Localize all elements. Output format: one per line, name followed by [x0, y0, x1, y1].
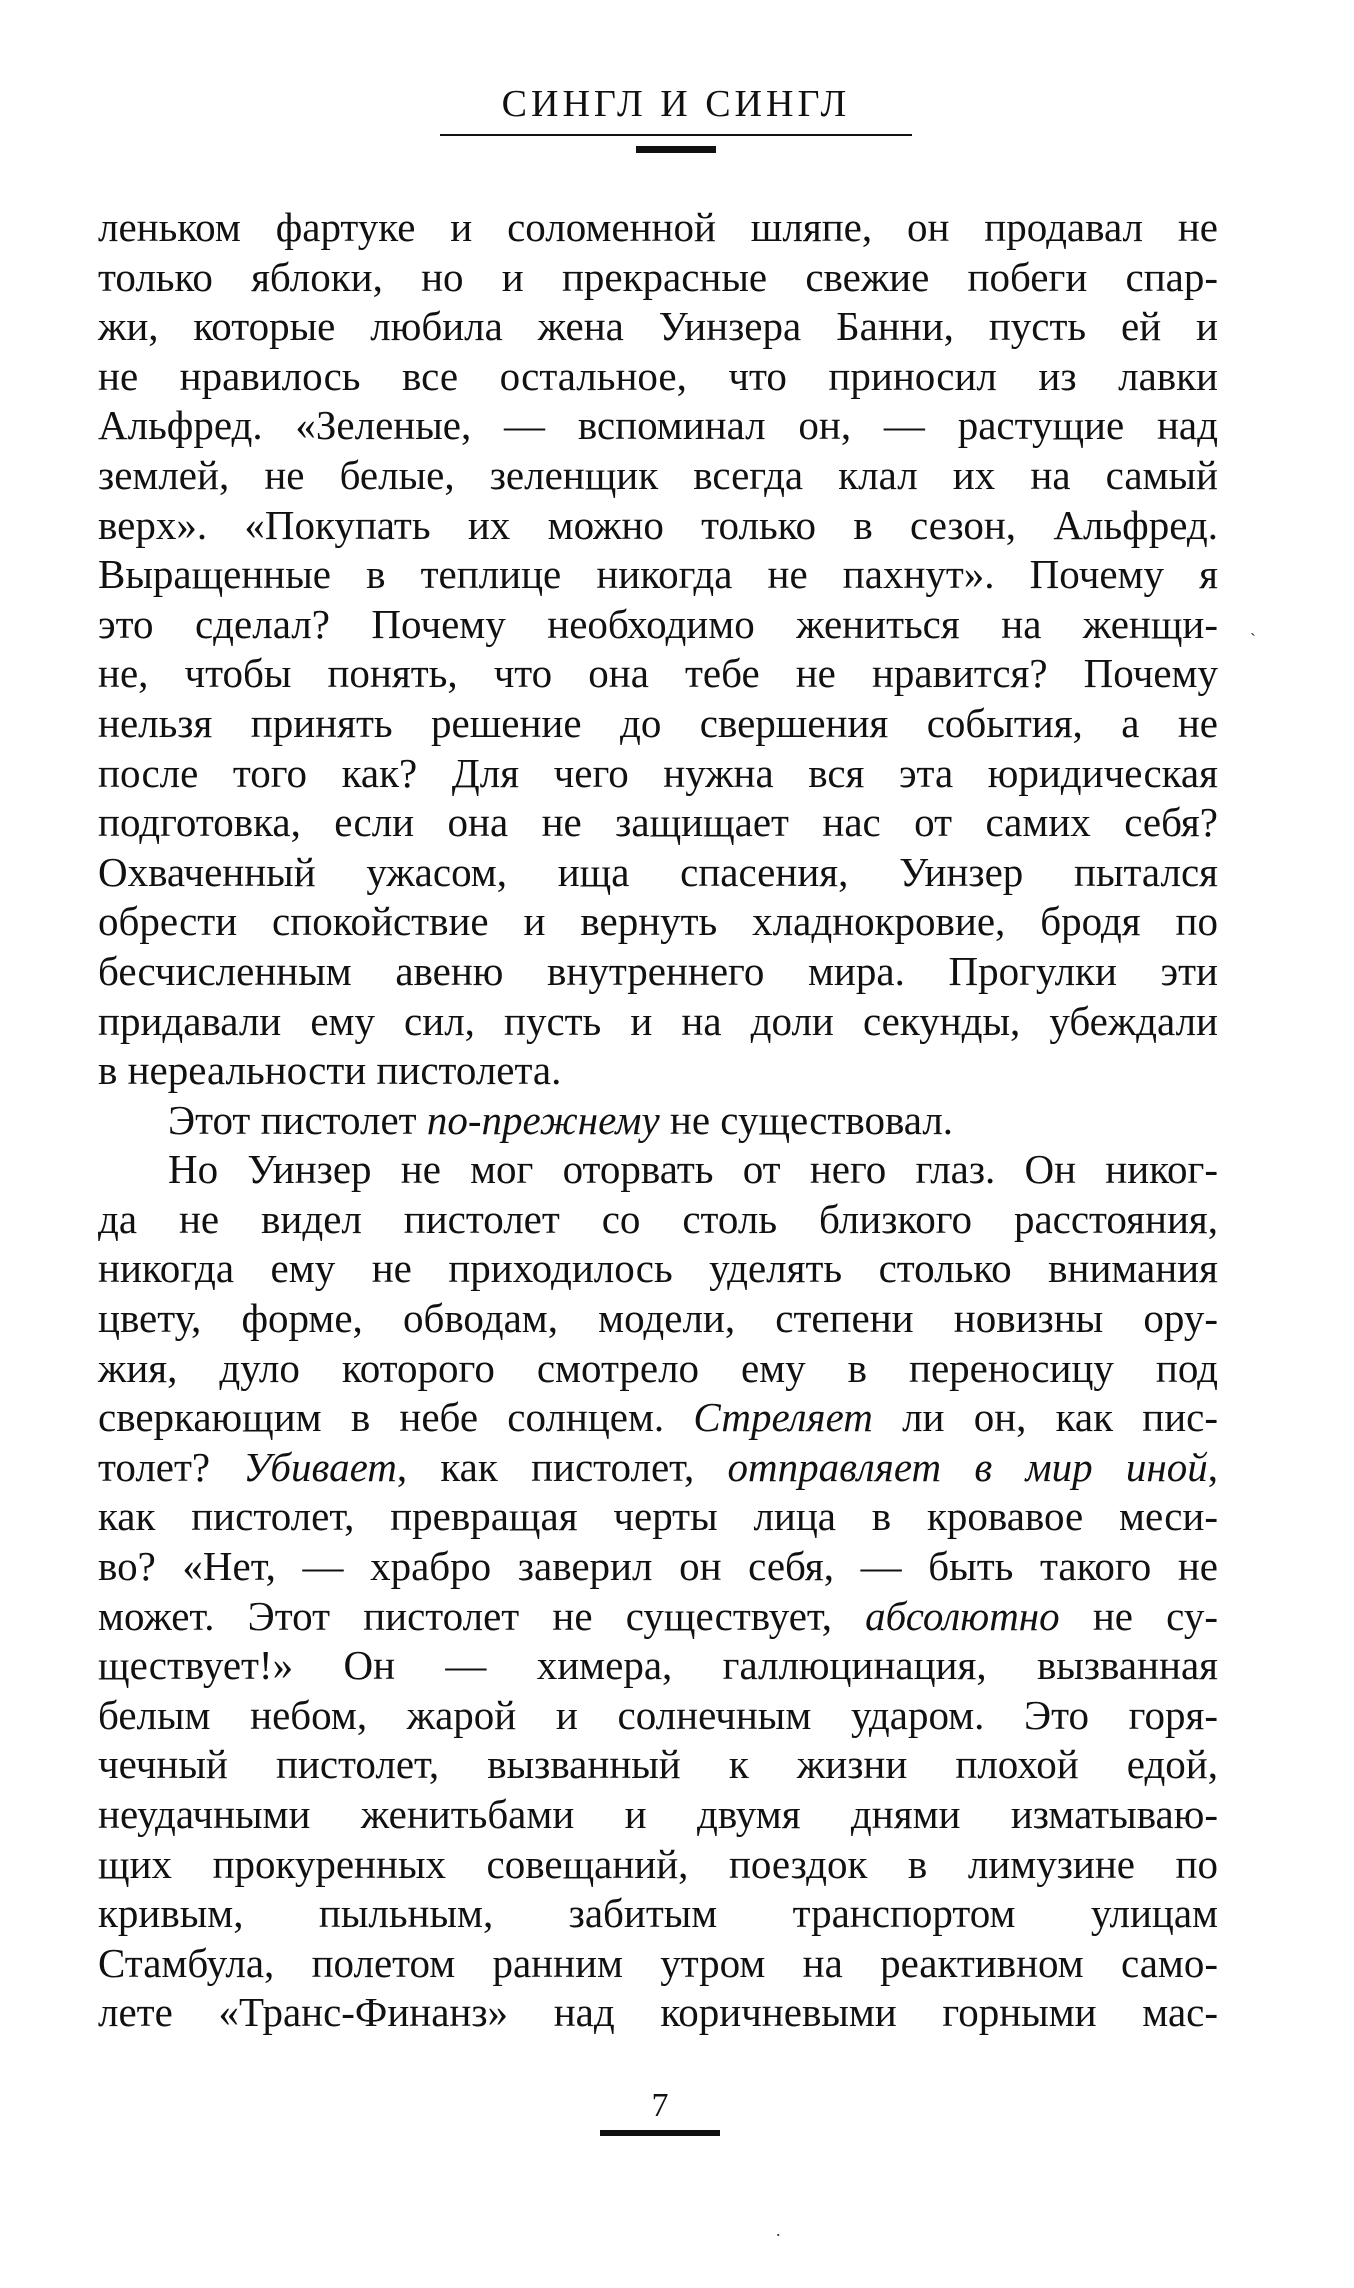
text-run: никогда ему не приходилось уделять столько внимания [98, 1245, 1218, 1292]
page-footer [600, 2086, 720, 2136]
running-header-title: СИНГЛ И СИНГЛ [501, 83, 851, 125]
text-run: не нравилось все остальное, что приносил из лавки [98, 352, 1218, 399]
text-run: ли он, как пис- [872, 1394, 1218, 1441]
text-run: придавали ему сил, пусть и на доли секунды, убеждали [98, 997, 1218, 1044]
text-run: в нереальности пистолета. [98, 1047, 562, 1094]
running-header [440, 80, 912, 153]
text-line [98, 649, 1218, 699]
text-line [98, 1294, 1218, 1344]
text-run: щих прокуренных совещаний, поездок в лимузине по [98, 1840, 1218, 1887]
text-run: лете «Транс-Финанз» над коричневыми горными мас- [98, 1989, 1218, 2036]
text-line [98, 1691, 1218, 1741]
text-run: белым небом, жарой и солнечным ударом. Это горя- [98, 1691, 1218, 1738]
text-run: не су- [1059, 1592, 1218, 1639]
text-run: неудачными женитьбами и двумя днями изматываю- [98, 1791, 1218, 1837]
scan-speck: ` [1250, 630, 1256, 650]
text-line [98, 947, 1218, 997]
text-line [98, 352, 1218, 402]
text-run: может. Этот пистолет не существует, [98, 1592, 866, 1639]
text-run: нельзя принять решение до свершения события, а не [98, 699, 1218, 746]
text-run: не существовал. [659, 1096, 954, 1143]
text-line [98, 1046, 1218, 1096]
text-run: чечный пистолет, вызванный к жизни плохой едой, [98, 1741, 1218, 1788]
text-run: , как пистолет, [396, 1443, 728, 1490]
text-line [98, 550, 1218, 600]
text-run: да не видел пистолет со столь близкого расстояния, [98, 1195, 1218, 1242]
text-run: жи, которые любила жена Уинзера Банни, пусть ей и [98, 303, 1218, 350]
body-text [98, 203, 1218, 2038]
text-line [98, 253, 1218, 303]
text-line [98, 1889, 1218, 1939]
text-line [98, 1195, 1218, 1245]
text-line [98, 798, 1218, 848]
italic-emphasis: абсолютно [865, 1592, 1060, 1639]
text-run: Этот пистолет [168, 1096, 427, 1143]
text-run: это сделал? Почему необходимо жениться на женщи- [98, 600, 1218, 647]
text-run: Стамбула, полетом ранним утром на реактивном само- [98, 1939, 1218, 1986]
text-line [98, 401, 1218, 451]
text-line [98, 1592, 1218, 1642]
text-run: подготовка, если она не защищает нас от самих себя? [98, 799, 1218, 846]
text-line [98, 501, 1218, 551]
italic-emphasis: Убивает [243, 1443, 397, 1490]
text-line [98, 1988, 1218, 2038]
footer-ornament-bar [600, 2130, 720, 2136]
text-line [98, 1244, 1218, 1294]
text-run: толет? [98, 1443, 244, 1490]
header-ornament-bar [636, 146, 716, 153]
text-run: только яблоки, но и прекрасные свежие побеги спар- [98, 253, 1218, 300]
text-run: Альфред. «Зеленые, — вспоминал он, — растущие над [98, 402, 1218, 449]
text-run: обрести спокойствие и вернуть хладнокровие, бродя по [98, 898, 1218, 945]
text-run: после того как? Для чего нужна вся эта юридическая [98, 749, 1218, 796]
text-run: Но Уинзер не мог оторвать от него глаз. Он никог- [168, 1146, 1218, 1193]
text-line [98, 1790, 1218, 1840]
text-run: сверкающим в небе солнцем. [98, 1394, 694, 1441]
text-run: Охваченный ужасом, ища спасения, Уинзер пытался [98, 848, 1218, 895]
page-number: 7 [651, 2087, 669, 2124]
text-line [98, 1096, 1218, 1146]
italic-emphasis: отправляет в мир иной [727, 1443, 1208, 1490]
text-line [98, 451, 1218, 501]
text-run: Выращенные в теплице никогда не пахнут». Почему я [98, 551, 1218, 598]
text-run: как пистолет, превращая черты лица в кровавое меси- [98, 1493, 1218, 1540]
text-line [98, 1542, 1218, 1592]
text-line [98, 1840, 1218, 1890]
text-line [98, 1443, 1218, 1493]
text-line [98, 897, 1218, 947]
scan-speck: . [776, 2220, 781, 2240]
text-run: не, чтобы понять, что она тебе не нравится? Почему [98, 650, 1218, 697]
italic-emphasis: по-прежнему [426, 1096, 660, 1143]
text-line [98, 1939, 1218, 1989]
text-run: землей, не белые, зеленщик всегда клал их на самый [98, 451, 1218, 498]
text-line [98, 1344, 1218, 1394]
text-run: кривым, пыльным, забитым транспортом улицам [98, 1890, 1218, 1937]
text-run: верх». «Покупать их можно только в сезон, Альфред. [98, 501, 1218, 548]
italic-emphasis: Стреляет [693, 1394, 873, 1441]
text-line [98, 1740, 1218, 1790]
text-run: ществует!» Он — химера, галлюцинация, вызванная [98, 1642, 1218, 1689]
text-run: бесчисленным авеню внутреннего мира. Прогулки эти [98, 947, 1218, 994]
text-line [98, 1492, 1218, 1542]
text-line [98, 600, 1218, 650]
text-run: леньком фартуке и соломенной шляпе, он продавал не [98, 204, 1218, 250]
text-line [98, 1145, 1218, 1195]
header-rule [440, 134, 912, 136]
text-line [98, 848, 1218, 898]
text-line [98, 1641, 1218, 1691]
text-line [98, 699, 1218, 749]
text-run: цвету, форме, обводам, модели, степени новизны ору- [98, 1295, 1218, 1342]
text-run: жия, дуло которого смотрело ему в переносицу под [98, 1344, 1218, 1391]
text-line [98, 749, 1218, 799]
text-line [98, 1393, 1218, 1443]
text-line [98, 997, 1218, 1047]
text-run: во? «Нет, — храбро заверил он себя, — быть такого не [98, 1543, 1218, 1590]
text-line [98, 203, 1218, 253]
text-line [98, 302, 1218, 352]
text-run: , [1207, 1443, 1218, 1490]
